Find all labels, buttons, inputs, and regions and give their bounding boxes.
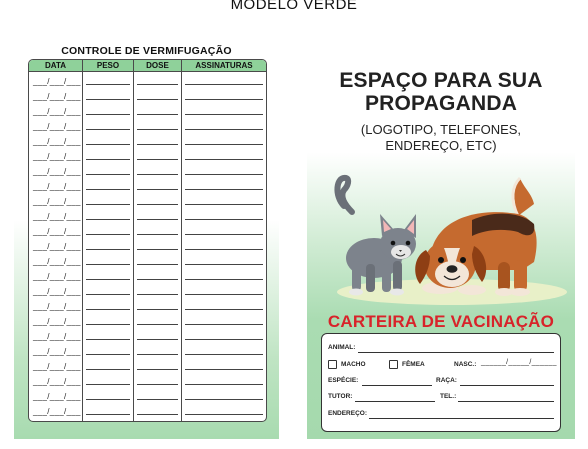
date-placeholder: ___/___/___ bbox=[33, 227, 81, 236]
date-cell[interactable] bbox=[29, 222, 82, 237]
peso-cell[interactable] bbox=[83, 402, 133, 417]
write-line bbox=[185, 279, 263, 280]
peso-cell[interactable] bbox=[83, 252, 133, 267]
write-line bbox=[185, 129, 263, 130]
femea-label: FÊMEA bbox=[402, 361, 425, 368]
col-peso bbox=[83, 72, 134, 421]
dose-cell[interactable] bbox=[134, 357, 181, 372]
date-placeholder: ___/___/___ bbox=[33, 212, 81, 221]
col-assinaturas bbox=[182, 72, 266, 421]
write-line bbox=[137, 294, 178, 295]
write-line bbox=[185, 159, 263, 160]
write-line bbox=[86, 264, 130, 265]
animal-field[interactable] bbox=[358, 352, 554, 353]
dose-cell[interactable] bbox=[134, 207, 181, 222]
promo-title-line2: PROPAGANDA bbox=[364, 92, 518, 115]
date-placeholder: ___/___/___ bbox=[33, 332, 81, 341]
nasc-field[interactable]: ______/_____/______ bbox=[481, 359, 557, 366]
assinatura-cell[interactable] bbox=[182, 387, 266, 402]
write-line bbox=[86, 189, 130, 190]
animal-label: ANIMAL: bbox=[328, 344, 356, 351]
write-line bbox=[185, 309, 263, 310]
write-line bbox=[185, 384, 263, 385]
tutor-field[interactable] bbox=[355, 401, 435, 402]
femea-checkbox[interactable] bbox=[389, 360, 398, 369]
dose-cell[interactable] bbox=[134, 342, 181, 357]
write-line bbox=[86, 384, 130, 385]
write-line bbox=[86, 174, 130, 175]
peso-cell[interactable] bbox=[83, 312, 133, 327]
assinatura-cell[interactable] bbox=[182, 192, 266, 207]
write-line bbox=[185, 189, 263, 190]
dose-cell[interactable] bbox=[134, 252, 181, 267]
raca-label: RAÇA: bbox=[436, 377, 457, 384]
dose-cell[interactable] bbox=[134, 162, 181, 177]
write-line bbox=[86, 144, 130, 145]
header-assinaturas: ASSINATURAS bbox=[195, 61, 253, 70]
dose-cell[interactable] bbox=[134, 177, 181, 192]
date-placeholder: ___/___/___ bbox=[33, 182, 81, 191]
dog-illustration bbox=[415, 178, 536, 296]
write-line bbox=[137, 264, 178, 265]
write-line bbox=[185, 369, 263, 370]
date-placeholder: ___/___/___ bbox=[33, 317, 81, 326]
dose-cell[interactable] bbox=[134, 87, 181, 102]
write-line bbox=[137, 309, 178, 310]
assinatura-cell[interactable] bbox=[182, 372, 266, 387]
table-body bbox=[29, 72, 266, 421]
date-cell[interactable] bbox=[29, 132, 82, 147]
write-line bbox=[137, 219, 178, 220]
assinatura-cell[interactable] bbox=[182, 297, 266, 312]
write-line bbox=[185, 174, 263, 175]
write-line bbox=[137, 174, 178, 175]
vermifugacao-card bbox=[14, 41, 279, 439]
assinatura-cell[interactable] bbox=[182, 162, 266, 177]
col-dose bbox=[134, 72, 182, 421]
date-cell[interactable] bbox=[29, 162, 82, 177]
write-line bbox=[185, 264, 263, 265]
date-placeholder: ___/___/___ bbox=[33, 302, 81, 311]
dose-cell[interactable] bbox=[134, 387, 181, 402]
date-placeholder: ___/___/___ bbox=[33, 287, 81, 296]
peso-cell[interactable] bbox=[83, 282, 133, 297]
date-cell[interactable] bbox=[29, 252, 82, 267]
promo-title-line1: ESPAÇO PARA SUA bbox=[339, 69, 543, 92]
date-cell[interactable] bbox=[29, 327, 82, 342]
assinatura-cell[interactable] bbox=[182, 327, 266, 342]
write-line bbox=[185, 414, 263, 415]
date-cell[interactable] bbox=[29, 102, 82, 117]
write-line bbox=[86, 294, 130, 295]
write-line bbox=[185, 399, 263, 400]
assinatura-cell[interactable] bbox=[182, 117, 266, 132]
assinatura-cell[interactable] bbox=[182, 102, 266, 117]
date-cell[interactable] bbox=[29, 402, 82, 417]
write-line bbox=[137, 279, 178, 280]
col-data bbox=[29, 72, 83, 421]
date-cell[interactable] bbox=[29, 387, 82, 402]
peso-cell[interactable] bbox=[83, 237, 133, 252]
write-line bbox=[185, 354, 263, 355]
peso-cell[interactable] bbox=[83, 117, 133, 132]
dose-cell[interactable] bbox=[134, 222, 181, 237]
nasc-label: NASC.: bbox=[454, 361, 477, 368]
promo-title bbox=[307, 69, 575, 115]
assinatura-cell[interactable] bbox=[182, 222, 266, 237]
dose-cell[interactable] bbox=[134, 117, 181, 132]
assinatura-cell[interactable] bbox=[182, 72, 266, 87]
write-line bbox=[185, 144, 263, 145]
dose-cell[interactable] bbox=[134, 132, 181, 147]
peso-cell[interactable] bbox=[83, 87, 133, 102]
tel-label: TEL.: bbox=[440, 393, 457, 400]
peso-cell[interactable] bbox=[83, 357, 133, 372]
write-line bbox=[137, 144, 178, 145]
date-placeholder: ___/___/___ bbox=[33, 362, 81, 371]
dose-cell[interactable] bbox=[134, 402, 181, 417]
date-cell[interactable] bbox=[29, 237, 82, 252]
assinatura-cell[interactable] bbox=[182, 342, 266, 357]
assinatura-cell[interactable] bbox=[182, 312, 266, 327]
write-line bbox=[86, 279, 130, 280]
peso-cell[interactable] bbox=[83, 327, 133, 342]
write-line bbox=[86, 204, 130, 205]
vermifugacao-table bbox=[28, 59, 267, 422]
endereco-label: ENDEREÇO: bbox=[328, 410, 368, 417]
peso-cell[interactable] bbox=[83, 147, 133, 162]
write-line bbox=[185, 249, 263, 250]
especie-field[interactable] bbox=[362, 385, 432, 386]
dose-cell[interactable] bbox=[134, 102, 181, 117]
peso-cell[interactable] bbox=[83, 207, 133, 222]
write-line bbox=[86, 369, 130, 370]
table-header bbox=[29, 60, 266, 72]
write-line bbox=[86, 159, 130, 160]
write-line bbox=[137, 114, 178, 115]
write-line bbox=[185, 204, 263, 205]
cat-illustration bbox=[337, 178, 416, 296]
date-placeholder: ___/___/___ bbox=[33, 242, 81, 251]
date-placeholder: ___/___/___ bbox=[33, 257, 81, 266]
write-line bbox=[86, 324, 130, 325]
date-cell[interactable] bbox=[29, 297, 82, 312]
peso-cell[interactable] bbox=[83, 192, 133, 207]
write-line bbox=[86, 414, 130, 415]
peso-cell[interactable] bbox=[83, 102, 133, 117]
promo-subtitle-line1: (LOGOTIPO, TELEFONES, bbox=[360, 122, 522, 137]
write-line bbox=[86, 249, 130, 250]
peso-cell[interactable] bbox=[83, 132, 133, 147]
write-line bbox=[185, 324, 263, 325]
header-peso: PESO bbox=[83, 60, 134, 71]
date-cell[interactable] bbox=[29, 267, 82, 282]
write-line bbox=[137, 189, 178, 190]
raca-field[interactable] bbox=[460, 385, 554, 386]
date-cell[interactable] bbox=[29, 207, 82, 222]
peso-cell[interactable] bbox=[83, 267, 133, 282]
date-cell[interactable] bbox=[29, 312, 82, 327]
carteira-title: CARTEIRA DE VACINAÇÃO bbox=[327, 312, 555, 331]
assinatura-cell[interactable] bbox=[182, 237, 266, 252]
write-line bbox=[86, 99, 130, 100]
tutor-label: TUTOR: bbox=[328, 393, 353, 400]
write-line bbox=[185, 294, 263, 295]
dose-cell[interactable] bbox=[134, 372, 181, 387]
write-line bbox=[137, 204, 178, 205]
peso-cell[interactable] bbox=[83, 162, 133, 177]
date-placeholder: ___/___/___ bbox=[33, 407, 81, 416]
write-line bbox=[185, 234, 263, 235]
cat-and-dog-illustration bbox=[322, 166, 567, 311]
date-placeholder: ___/___/___ bbox=[33, 167, 81, 176]
assinatura-cell[interactable] bbox=[182, 177, 266, 192]
dose-cell[interactable] bbox=[134, 147, 181, 162]
date-cell[interactable] bbox=[29, 357, 82, 372]
promo-subtitle-line2: ENDEREÇO, ETC) bbox=[385, 138, 497, 153]
date-placeholder: ___/___/___ bbox=[33, 122, 81, 131]
peso-cell[interactable] bbox=[83, 342, 133, 357]
write-line bbox=[86, 84, 130, 85]
write-line bbox=[137, 234, 178, 235]
date-placeholder: ___/___/___ bbox=[33, 152, 81, 161]
date-placeholder: ___/___/___ bbox=[33, 347, 81, 356]
write-line bbox=[137, 384, 178, 385]
write-line bbox=[86, 129, 130, 130]
write-line bbox=[137, 324, 178, 325]
dose-cell[interactable] bbox=[134, 327, 181, 342]
dose-cell[interactable] bbox=[134, 282, 181, 297]
assinatura-cell[interactable] bbox=[182, 267, 266, 282]
dose-cell[interactable] bbox=[134, 237, 181, 252]
assinatura-cell[interactable] bbox=[182, 402, 266, 417]
endereco-field[interactable] bbox=[369, 418, 554, 419]
peso-cell[interactable] bbox=[83, 72, 133, 87]
page-title: MODELO VERDE bbox=[230, 0, 358, 13]
date-placeholder: ___/___/___ bbox=[33, 377, 81, 386]
assinatura-cell[interactable] bbox=[182, 147, 266, 162]
write-line bbox=[185, 114, 263, 115]
vermifugacao-title: CONTROLE DE VERMIFUGAÇÃO bbox=[61, 45, 232, 57]
assinatura-cell[interactable] bbox=[182, 252, 266, 267]
date-cell[interactable] bbox=[29, 72, 82, 87]
assinatura-cell[interactable] bbox=[182, 207, 266, 222]
date-cell[interactable] bbox=[29, 342, 82, 357]
assinatura-cell[interactable] bbox=[182, 87, 266, 102]
write-line bbox=[137, 369, 178, 370]
write-line bbox=[137, 414, 178, 415]
peso-cell[interactable] bbox=[83, 387, 133, 402]
write-line bbox=[86, 114, 130, 115]
date-cell[interactable] bbox=[29, 282, 82, 297]
write-line bbox=[86, 219, 130, 220]
pet-info-form bbox=[321, 333, 561, 432]
date-cell[interactable] bbox=[29, 372, 82, 387]
dose-cell[interactable] bbox=[134, 192, 181, 207]
assinatura-cell[interactable] bbox=[182, 357, 266, 372]
date-placeholder: ___/___/___ bbox=[33, 197, 81, 206]
date-cell[interactable] bbox=[29, 147, 82, 162]
especie-label: ESPÉCIE: bbox=[328, 377, 359, 384]
date-placeholder: ___/___/___ bbox=[33, 92, 81, 101]
peso-cell[interactable] bbox=[83, 177, 133, 192]
write-line bbox=[185, 84, 263, 85]
write-line bbox=[86, 339, 130, 340]
vacinacao-card bbox=[307, 41, 575, 439]
write-line bbox=[86, 234, 130, 235]
write-line bbox=[137, 99, 178, 100]
assinatura-cell[interactable] bbox=[182, 282, 266, 297]
macho-label: MACHO bbox=[341, 361, 366, 368]
write-line bbox=[137, 339, 178, 340]
date-cell[interactable] bbox=[29, 177, 82, 192]
date-placeholder: ___/___/___ bbox=[33, 107, 81, 116]
date-placeholder: ___/___/___ bbox=[33, 137, 81, 146]
header-data: DATA bbox=[29, 60, 83, 71]
date-cell[interactable] bbox=[29, 87, 82, 102]
write-line bbox=[137, 159, 178, 160]
write-line bbox=[137, 354, 178, 355]
dose-cell[interactable] bbox=[134, 312, 181, 327]
write-line bbox=[185, 99, 263, 100]
write-line bbox=[137, 129, 178, 130]
macho-checkbox[interactable] bbox=[328, 360, 337, 369]
write-line bbox=[137, 249, 178, 250]
date-cell[interactable] bbox=[29, 117, 82, 132]
tel-field[interactable] bbox=[458, 401, 554, 402]
write-line bbox=[86, 354, 130, 355]
write-line bbox=[137, 84, 178, 85]
dose-cell[interactable] bbox=[134, 297, 181, 312]
date-placeholder: ___/___/___ bbox=[33, 392, 81, 401]
header-dose: DOSE bbox=[134, 60, 182, 71]
write-line bbox=[86, 309, 130, 310]
peso-cell[interactable] bbox=[83, 372, 133, 387]
date-placeholder: ___/___/___ bbox=[33, 272, 81, 281]
dose-cell[interactable] bbox=[134, 267, 181, 282]
dose-cell[interactable] bbox=[134, 72, 181, 87]
write-line bbox=[137, 399, 178, 400]
write-line bbox=[185, 219, 263, 220]
date-placeholder: ___/___/___ bbox=[33, 77, 81, 86]
write-line bbox=[185, 339, 263, 340]
peso-cell[interactable] bbox=[83, 222, 133, 237]
write-line bbox=[86, 399, 130, 400]
peso-cell[interactable] bbox=[83, 297, 133, 312]
promo-subtitle bbox=[307, 122, 575, 154]
date-cell[interactable] bbox=[29, 192, 82, 207]
assinatura-cell[interactable] bbox=[182, 132, 266, 147]
